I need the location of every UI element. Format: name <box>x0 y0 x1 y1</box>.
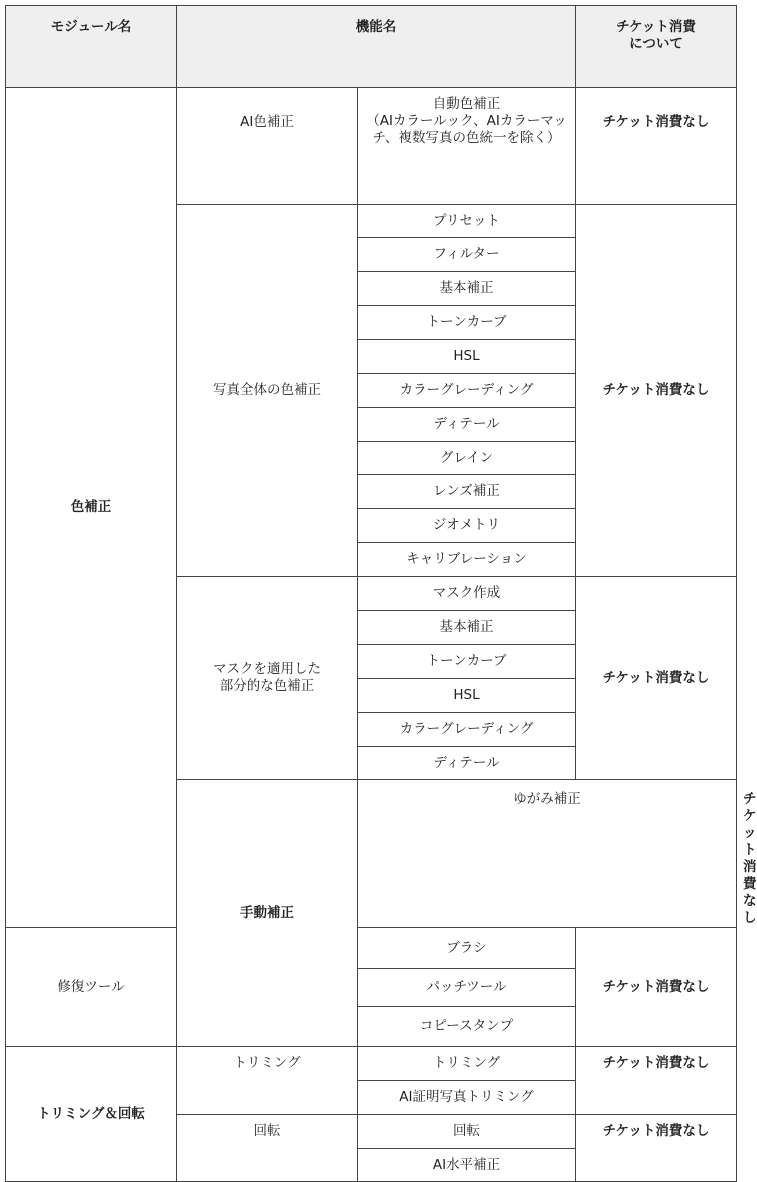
list-item: HSL <box>358 679 576 713</box>
list-item: 基本補正 <box>358 272 576 306</box>
list-item: パッチツール <box>358 969 576 1007</box>
list-item: キャリブレーション <box>358 543 576 577</box>
list-item: 回転 <box>358 1115 576 1149</box>
feature-ai-color-detail: 自動色補正 （AIカラールック、AIカラーマッチ、複数写真の色統一を除く） <box>358 88 576 205</box>
list-item: レンズ補正 <box>358 475 576 509</box>
list-item: トーンカーブ <box>358 645 576 679</box>
feature-ai-color: AI色補正 <box>177 88 358 205</box>
list-item: マスク作成 <box>358 577 576 611</box>
list-item: ジオメトリ <box>358 509 576 543</box>
feature-distortion: ゆがみ補正 <box>358 780 737 928</box>
feature-table: モジュール名 機能名 チケット消費 について 色補正 AI色補正 自動色補正 （AIカラールック、AIカラーマッチ、複数写真の色統一を除く） チケット消費なし 写真全体の色補正 プリセット チケット消費なし フィルター 基本補正 トーンカーブ HSL カラーグレーディング ディテール グレイン レンズ補正 ジオメトリ キャリブレーション マスクを適用した 部分的な色補正 マスク作成 チケット消費なし 基本補正 トーンカーブ HSL カラーグレーディング ディテール 手動補正 ゆがみ補正 チケット消費なし 修復ツール ブラシ チケット消費なし パッチツール コピースタンプ トリミング＆回転 トリミング トリミング チケット消費なし AI証明写真トリミング 回転 回転 チケット消費なし AI水平補正 <box>5 5 737 1182</box>
list-item: トリミング <box>358 1047 576 1081</box>
ticket-repair: チケット消費なし <box>576 928 737 1047</box>
ticket-mask-color: チケット消費なし <box>576 577 737 780</box>
ticket-ai-color: チケット消費なし <box>576 88 737 205</box>
ticket-whole-color: チケット消費なし <box>576 205 737 577</box>
list-item: トーンカーブ <box>358 306 576 340</box>
feature-rotate: 回転 <box>177 1115 358 1182</box>
feature-whole-color: 写真全体の色補正 <box>177 205 358 577</box>
module-manual: 手動補正 <box>177 780 358 1047</box>
feature-mask-color: マスクを適用した 部分的な色補正 <box>177 577 358 780</box>
ticket-rotate: チケット消費なし <box>576 1115 737 1182</box>
module-color: 色補正 <box>6 88 177 928</box>
list-item: フィルター <box>358 238 576 272</box>
list-item: AI水平補正 <box>358 1149 576 1182</box>
feature-trimming: トリミング <box>177 1047 358 1115</box>
list-item: カラーグレーディング <box>358 374 576 408</box>
list-item: HSL <box>358 340 576 374</box>
list-item: ブラシ <box>358 928 576 969</box>
list-item: グレイン <box>358 442 576 475</box>
list-item: 基本補正 <box>358 611 576 645</box>
list-item: コピースタンプ <box>358 1007 576 1047</box>
list-item: カラーグレーディング <box>358 713 576 747</box>
list-item: AI証明写真トリミング <box>358 1081 576 1115</box>
header-module: モジュール名 <box>6 6 177 88</box>
header-ticket: チケット消費 について <box>576 6 737 88</box>
feature-repair: 修復ツール <box>6 928 177 1047</box>
list-item: プリセット <box>358 205 576 238</box>
list-item: ディテール <box>358 408 576 442</box>
header-function: 機能名 <box>177 6 576 88</box>
ticket-trimming: チケット消費なし <box>576 1047 737 1115</box>
list-item: ディテール <box>358 747 576 780</box>
module-trim-rotate: トリミング＆回転 <box>6 1047 177 1182</box>
